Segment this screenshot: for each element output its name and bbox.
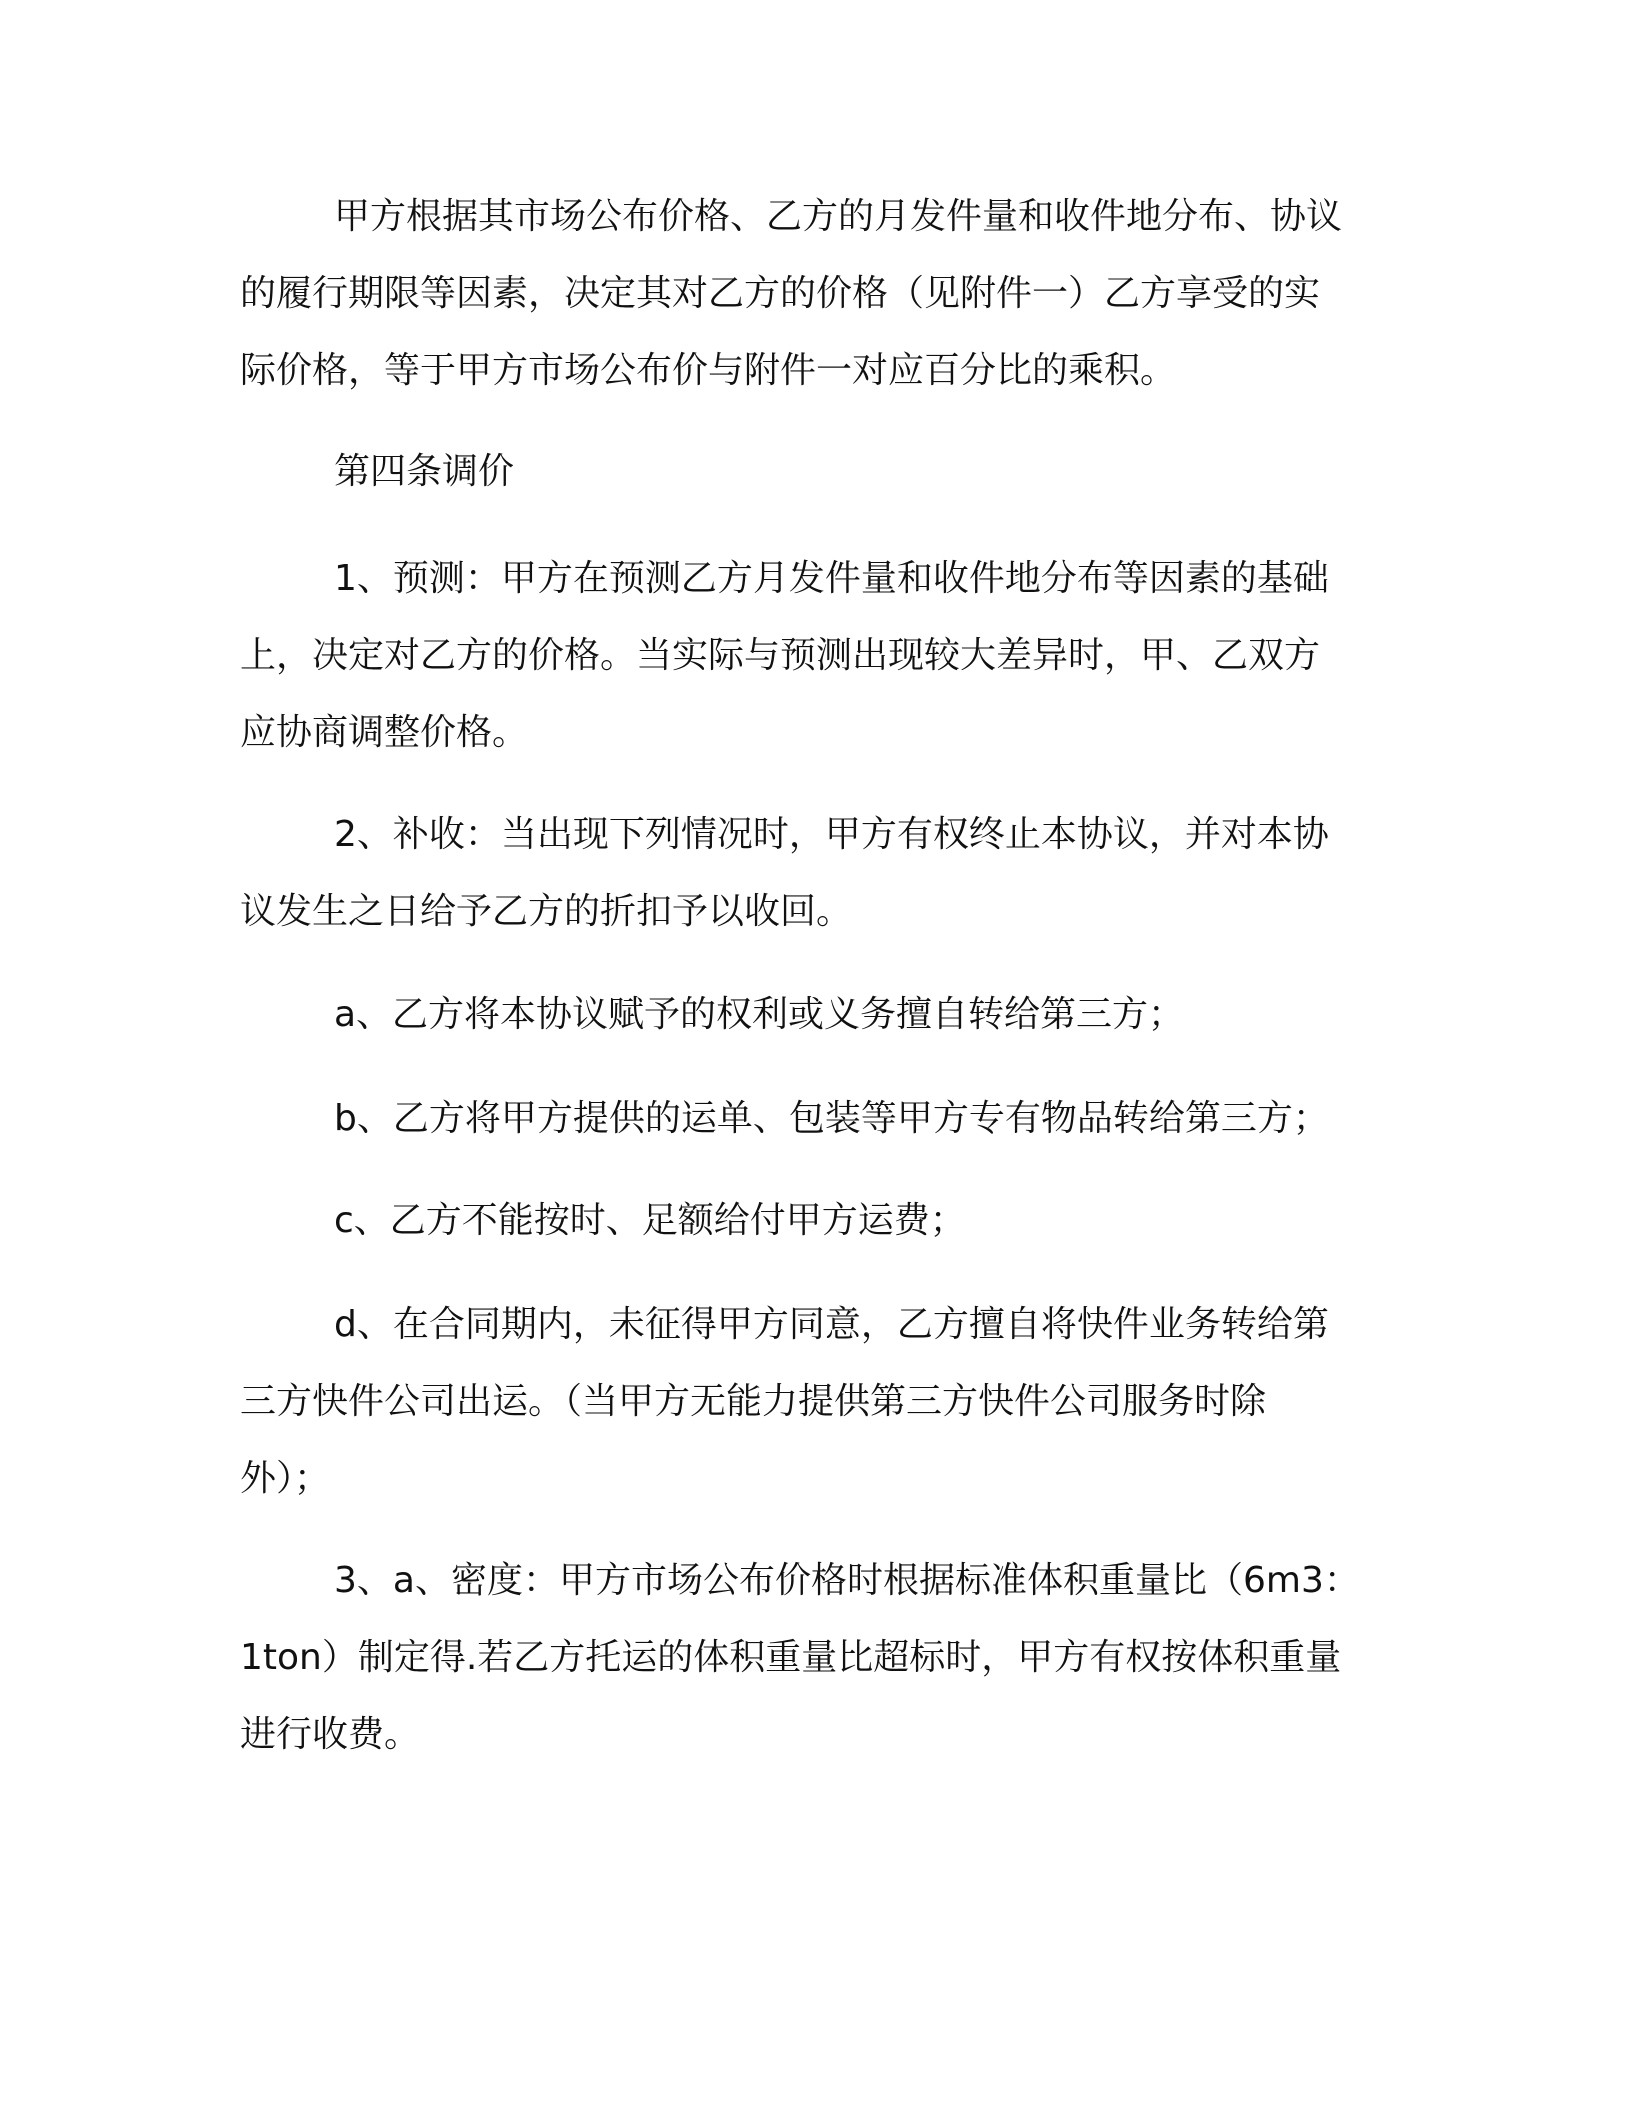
paragraph-line: 的履行期限等因素，决定其对乙方的价格（见附件一）乙方享受的实	[240, 273, 1321, 314]
paragraph-line: 1ton）制定得.若乙方托运的体积重量比超标时，甲方有权按体积重量	[240, 1637, 1342, 1678]
paragraph-intro	[240, 178, 1380, 409]
paragraph-line: 应协商调整价格。	[240, 712, 529, 753]
paragraph-line: 议发生之日给予乙方的折扣予以收回。	[240, 891, 853, 932]
paragraph-line: 进行收费。	[240, 1714, 421, 1755]
paragraph-line: 际价格，等于甲方市场公布价与附件一对应百分比的乘积。	[240, 350, 1177, 391]
paragraph-clause-2d	[240, 1286, 1380, 1517]
paragraph-clause-1	[240, 540, 1380, 771]
heading-line: 第四条调价	[334, 451, 515, 492]
paragraph-clause-2	[240, 796, 1380, 950]
paragraph-line: 外）；	[240, 1458, 331, 1499]
paragraph-clause-2b	[240, 1080, 1380, 1157]
paragraph-line: 3、a、密度：甲方市场公布价格时根据标准体积重量比（6m3：	[334, 1560, 1360, 1601]
paragraph-line: c、乙方不能按时、足额给付甲方运费；	[334, 1200, 966, 1241]
paragraph-line: d、在合同期内，未征得甲方同意，乙方擅自将快件业务转给第	[334, 1304, 1329, 1345]
paragraph-clause-2c	[240, 1182, 1380, 1259]
article-4-heading	[240, 433, 1380, 510]
paragraph-line: 上，决定对乙方的价格。当实际与预测出现较大差异时，甲、乙双方	[240, 635, 1321, 676]
paragraph-clause-3a	[240, 1542, 1380, 1773]
paragraph-line: b、乙方将甲方提供的运单、包装等甲方专有物品转给第三方；	[334, 1098, 1329, 1139]
paragraph-line: 2、补收：当出现下列情况时，甲方有权终止本协议，并对本协	[334, 814, 1329, 855]
paragraph-line: 甲方根据其市场公布价格、乙方的月发件量和收件地分布、协议	[334, 196, 1343, 237]
paragraph-clause-2a	[240, 976, 1380, 1053]
paragraph-line: 1、预测：甲方在预测乙方月发件量和收件地分布等因素的基础	[334, 558, 1329, 599]
paragraph-line: a、乙方将本协议赋予的权利或义务擅自转给第三方；	[334, 994, 1185, 1035]
paragraph-line: 三方快件公司出运。（当甲方无能力提供第三方快件公司服务时除	[240, 1381, 1267, 1422]
